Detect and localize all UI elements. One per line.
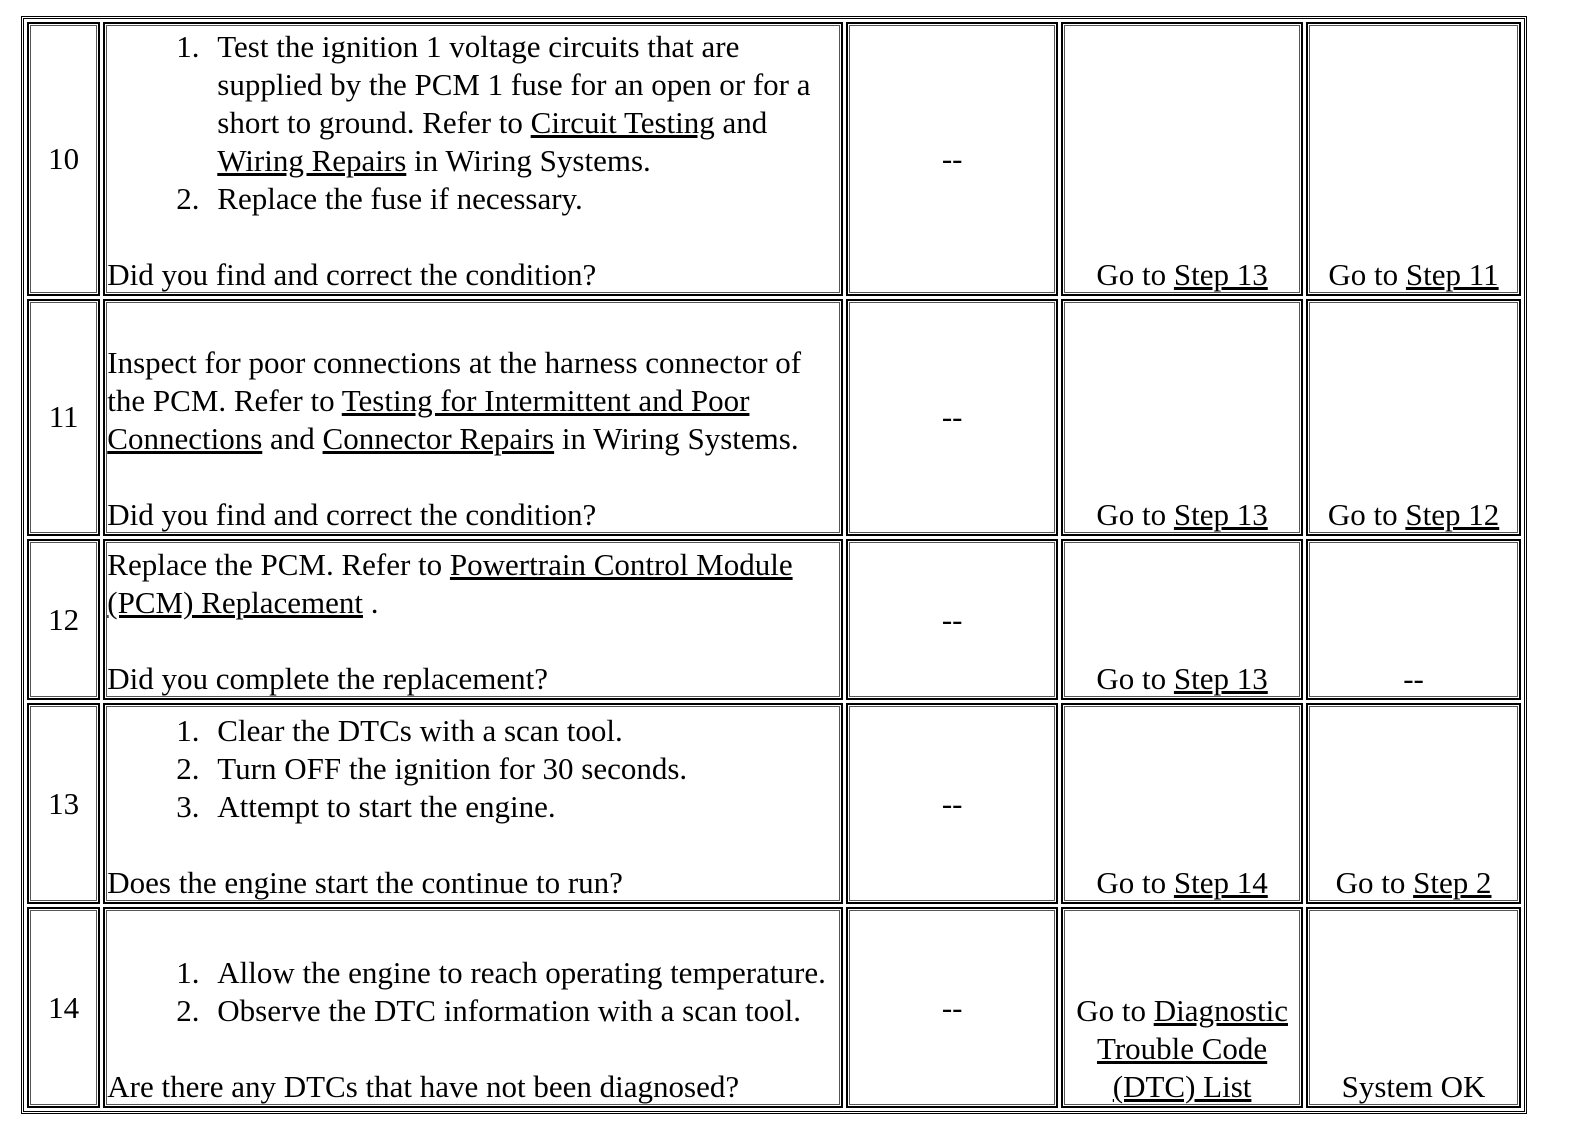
yes-step-link[interactable]: Step 13 <box>1173 256 1268 292</box>
step-row <box>27 703 1521 904</box>
step-value: -- <box>846 299 1058 536</box>
step-action <box>103 539 843 700</box>
reference-link[interactable]: Powertrain Control Module (PCM) Replacement <box>107 547 793 621</box>
action-list <box>107 712 839 826</box>
step-number: 10 <box>27 22 100 296</box>
yes-step-link[interactable]: Diagnostic Trouble Code (DTC) List <box>1096 993 1288 1104</box>
step-action <box>103 907 843 1108</box>
action-list-item <box>207 954 839 992</box>
step-action <box>103 703 843 904</box>
no-action <box>1306 299 1521 536</box>
step-value: -- <box>846 907 1058 1108</box>
goto-label: Go to <box>1328 256 1406 292</box>
goto-label: Go to <box>1335 865 1414 901</box>
diagnostic-steps-table <box>21 16 1527 1114</box>
no-action <box>1306 539 1521 700</box>
body-text: Inspect for poor connections at the harness connector of the PCM. Refer to <box>107 345 802 419</box>
step-question: Does the engine start the continue to run? <box>107 865 623 901</box>
spacer <box>107 1030 839 1068</box>
body-text: Clear the DTCs with a scan tool. <box>217 713 623 749</box>
reference-link[interactable]: Connector Repairs <box>322 421 555 457</box>
action-text <box>107 344 839 458</box>
step-row <box>27 907 1521 1108</box>
spacer <box>107 622 839 660</box>
action-text <box>107 546 839 622</box>
reference-link[interactable]: Circuit Testing <box>530 104 715 140</box>
yes-action <box>1061 703 1303 904</box>
step-number: 14 <box>27 907 100 1108</box>
yes-action <box>1061 299 1303 536</box>
yes-action <box>1061 907 1303 1108</box>
spacer <box>107 458 839 496</box>
no-action-text: System OK <box>1341 1069 1486 1104</box>
no-action-text: -- <box>1403 661 1424 697</box>
action-list <box>107 954 839 1030</box>
action-list-item <box>207 788 839 826</box>
action-list-item <box>207 712 839 750</box>
no-action <box>1306 907 1521 1108</box>
body-text: Test the ignition 1 voltage circuits that are supplied by the PCM 1 fuse for an open or for a short to ground. Refer to <box>217 28 811 140</box>
yes-step-link[interactable]: Step 14 <box>1173 865 1268 901</box>
step-number: 11 <box>27 299 100 536</box>
step-action <box>103 299 843 536</box>
yes-step-link[interactable]: Step 13 <box>1173 661 1268 697</box>
action-list-item <box>207 750 839 788</box>
action-list-item <box>207 992 839 1030</box>
no-action <box>1306 703 1521 904</box>
goto-label: Go to <box>1076 993 1154 1028</box>
goto-label: Go to <box>1096 661 1174 697</box>
body-text: Replace the PCM. Refer to <box>107 547 450 583</box>
goto-label: Go to <box>1096 865 1174 901</box>
no-action <box>1306 22 1521 296</box>
step-row <box>27 299 1521 536</box>
goto-label: Go to <box>1096 256 1174 292</box>
body-text: . <box>362 585 379 621</box>
body-text: Allow the engine to reach operating temperature. <box>217 955 826 990</box>
step-value: -- <box>846 539 1058 700</box>
step-row <box>27 539 1521 700</box>
yes-action <box>1061 22 1303 296</box>
step-question: Did you find and correct the condition? <box>107 497 597 533</box>
body-text: Observe the DTC information with a scan tool. <box>217 993 801 1028</box>
no-step-link[interactable]: Step 11 <box>1405 256 1499 292</box>
step-question: Did you find and correct the condition? <box>107 256 597 292</box>
step-number: 13 <box>27 703 100 904</box>
step-action <box>103 22 843 296</box>
body-text: in Wiring Systems. <box>406 142 651 178</box>
spacer <box>107 826 839 864</box>
no-step-link[interactable]: Step 2 <box>1413 865 1492 901</box>
reference-link[interactable]: Testing for Intermittent and Poor Connections <box>107 383 750 457</box>
yes-step-link[interactable]: Step 13 <box>1173 497 1268 533</box>
body-text: Attempt to start the engine. <box>217 789 556 825</box>
no-step-link[interactable]: Step 12 <box>1405 497 1500 533</box>
step-question: Are there any DTCs that have not been diagnosed? <box>107 1069 740 1104</box>
step-value: -- <box>846 703 1058 904</box>
spacer <box>107 218 839 256</box>
reference-link[interactable]: Wiring Repairs <box>217 142 407 178</box>
goto-label: Go to <box>1096 497 1174 533</box>
action-list-item <box>207 28 839 180</box>
body-text: and <box>262 421 323 457</box>
action-list <box>107 28 839 218</box>
body-text: in Wiring Systems. <box>554 421 799 457</box>
step-value: -- <box>846 22 1058 296</box>
step-number: 12 <box>27 539 100 700</box>
yes-action <box>1061 539 1303 700</box>
body-text: Replace the fuse if necessary. <box>217 180 583 216</box>
step-row <box>27 22 1521 296</box>
body-text: and <box>714 104 768 140</box>
action-list-item <box>207 180 839 218</box>
body-text: Turn OFF the ignition for 30 seconds. <box>217 751 688 787</box>
goto-label: Go to <box>1327 497 1406 533</box>
step-question: Did you complete the replacement? <box>107 661 548 697</box>
